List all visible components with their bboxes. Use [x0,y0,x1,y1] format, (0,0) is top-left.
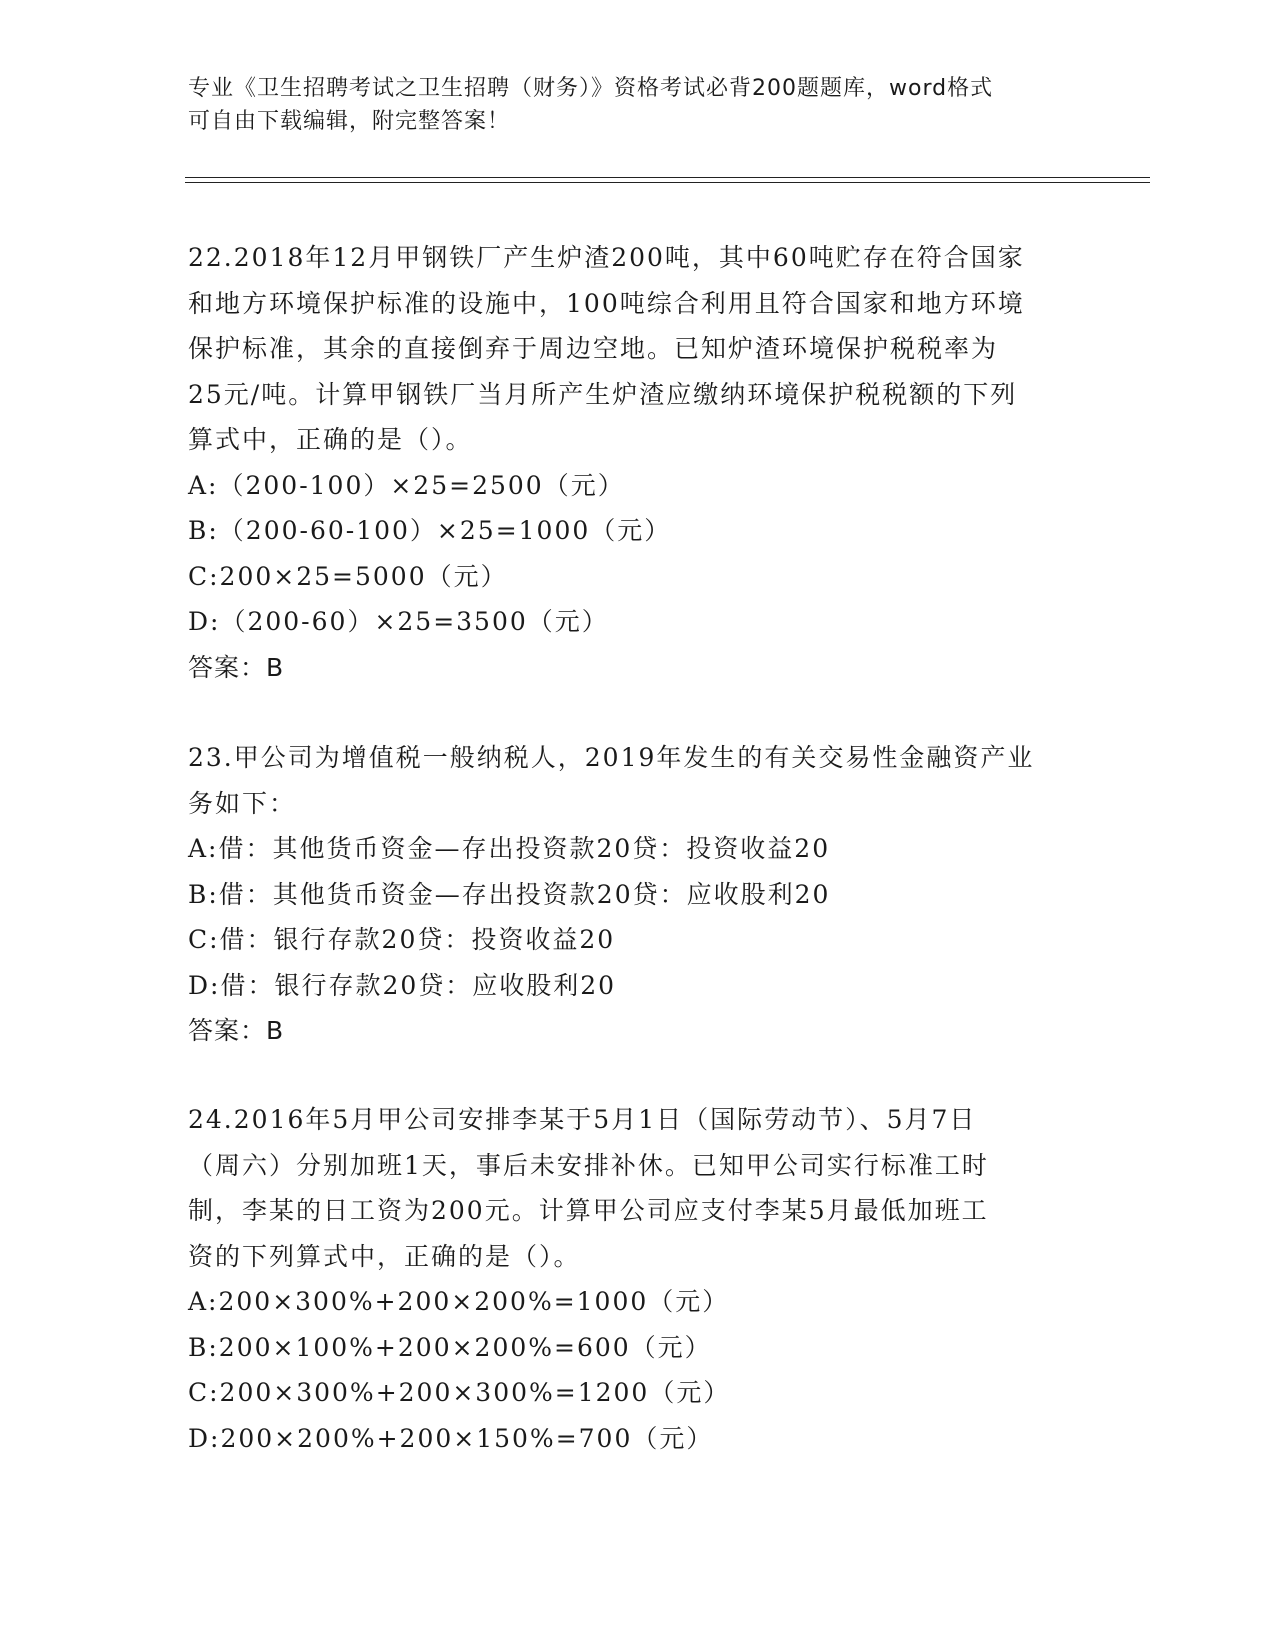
document-header [188,72,1068,138]
option-b: B:借：其他货币资金—存出投资款20贷：应收股利20 [188,879,831,909]
question-text-line: 算式中，正确的是（）。 [188,425,473,454]
option-a: A:200×300%+200×200%=1000（元） [188,1287,730,1316]
option-a: A:借：其他货币资金—存出投资款20贷：投资收益20 [188,834,831,863]
question-text-line: 22.2018年12月甲钢铁厂产生炉渣200吨，其中60吨贮存在符合国家 [188,243,1025,272]
question-text-line: 和地方环境保护标准的设施中，100吨综合利用且符合国家和地方环境 [188,288,1025,318]
header-divider-top [185,177,1150,178]
question-23 [188,735,1078,1054]
option-d: D:借：银行存款20贷：应收股利20 [188,970,617,1000]
option-d: D:（200-60）×25=3500（元） [188,607,609,636]
option-c: C:200×25=5000（元） [188,561,508,591]
question-text-line: （周六）分别加班1天，事后未安排补休。已知甲公司实行标准工时 [188,1150,989,1180]
option-d: D:200×200%+200×150%=700（元） [188,1423,714,1453]
header-divider-bottom [185,182,1150,183]
question-text-line: 24.2016年5月甲公司安排李某于5月1日（国际劳动节）、5月7日 [188,1105,977,1134]
answer: 答案：B [188,652,285,682]
question-text-line: 资的下列算式中，正确的是（）。 [188,1241,581,1271]
answer: 答案：B [188,1016,285,1045]
option-c: C:200×300%+200×300%=1200（元） [188,1378,731,1407]
option-a: A:（200-100）×25=2500（元） [188,470,625,500]
option-b: B:（200-60-100）×25=1000（元） [188,516,672,545]
question-text-line: 务如下： [188,788,297,818]
question-text-line: 制，李某的日工资为200元。计算甲公司应支付李某5月最低加班工 [188,1196,989,1225]
option-b: B:200×100%+200×200%=600（元） [188,1332,712,1362]
question-text-line: 保护标准，其余的直接倒弃于周边空地。已知炉渣环境保护税税率为 [188,334,999,363]
header-line-1: 专业《卫生招聘考试之卫生招聘（财务）》资格考试必背200题题库，word格式 [188,76,994,101]
question-24 [188,1097,1078,1461]
question-text-line: 23.甲公司为增值税一般纳税人，2019年发生的有关交易性金融资产业 [188,743,1035,772]
option-c: C:借：银行存款20贷：投资收益20 [188,925,616,954]
header-line-2: 可自由下载编辑，附完整答案！ [188,109,511,134]
question-22 [188,235,1078,690]
question-text-line: 25元/吨。计算甲钢铁厂当月所产生炉渣应缴纳环境保护税税额的下列 [188,379,1018,409]
